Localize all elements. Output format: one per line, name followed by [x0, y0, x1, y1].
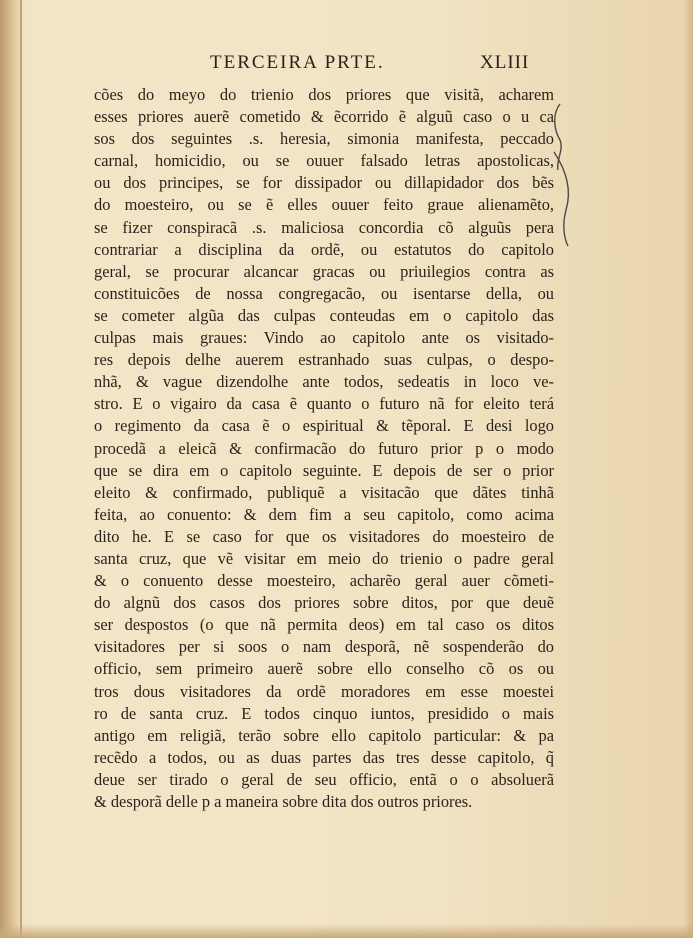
text-line: deue ser tirado o geral de seu officio, entã o o absoluerã: [94, 769, 554, 789]
text-line: santa cruz, que vẽ visitar em meio do trienio o padre geral: [94, 548, 554, 568]
text-line: & desporã delle p a maneira sobre dita dos outros priores.: [94, 792, 473, 811]
text-line: recẽdo a todos, ou as duas partes das tres desse capitolo, q̃: [94, 747, 554, 767]
page-right-edge: [683, 0, 693, 938]
margin-pencil-marks: [546, 100, 586, 250]
text-line: se fizer conspiracã .s. maliciosa concordia cõ alguũs pera: [94, 217, 554, 237]
gutter-line: [20, 0, 22, 938]
text-line: visitadores per si soos o nam desporã, nẽ sospenderão do: [94, 637, 554, 657]
text-line: ou dos principes, se for dissipador ou dillapidador dos bẽs: [94, 173, 554, 193]
text-line: se cometer algũa das culpas conteudas em o capitolo das: [94, 305, 554, 325]
text-line: res depois delhe auerem estranhado suas culpas, o despo-: [94, 350, 554, 370]
text-line: officio, sem primeiro auerẽ sobre ello conselho cõ os ou: [94, 659, 554, 679]
text-line: eleito & confirmado, publiquẽ a visitacão que dãtes tinhã: [94, 482, 554, 502]
text-line: procedã a eleicã & confirmacão do futuro prior p o modo: [94, 438, 554, 458]
section-title: TERCEIRA PRTE.: [210, 52, 385, 73]
text-line: ro de santa cruz. E todos cinquo iuntos, presidido o mais: [94, 703, 554, 723]
text-line: carnal, homicidio, ou se ouuer falsado letras apostolicas,: [94, 151, 554, 171]
text-line: dito he. E se caso for que os visitadores do moesteiro de: [94, 526, 554, 546]
text-line: sos dos seguintes .s. heresia, simonia manifesta, peccado: [94, 129, 554, 149]
text-line: culpas mais graues: Vindo ao capitolo ante os visitado-: [94, 328, 554, 348]
text-line: stro. E o vigairo da casa ẽ quanto o futuro nã for eleito terá: [94, 394, 554, 414]
text-line: antigo em religiã, terão sobre ello capitolo particular: & pa: [94, 725, 554, 745]
text-line: do algnũ dos casos dos priores sobre ditos, por que deuẽ: [94, 593, 554, 613]
text-line: do moesteiro, ou se ẽ elles ouuer feito graue alienamẽto,: [94, 195, 554, 215]
folio-number: XLIII: [480, 52, 530, 73]
text-line: esses priores auerẽ cometido & ẽcorrido ẽ alguũ caso o u ca: [94, 107, 554, 127]
text-line: feita, ao conuento: & dem fim a seu capitolo, como acima: [94, 504, 554, 524]
text-line: que se dira em o capitolo seguinte. E depois de ser o prior: [94, 460, 554, 480]
text-line: o regimento da casa ẽ o espiritual & tẽporal. E desi logo: [94, 416, 554, 436]
text-line: constituicões de nossa congregacão, ou isentarse della, ou: [94, 283, 554, 303]
text-line: cões do meyo do trienio dos priores que visitã, acharem: [94, 85, 554, 104]
text-line: & o conuento desse moesteiro, acharẽo geral auer cõmeti-: [94, 571, 554, 591]
text-line: geral, se procurar alcancar gracas ou priuilegios contra as: [94, 261, 554, 281]
text-line: nhã, & vague dizendolhe ante todos, sedeatis in loco ve-: [94, 372, 554, 392]
text-line: contrariar a disciplina da ordẽ, ou estatutos do capitolo: [94, 239, 554, 259]
body-text: [94, 84, 554, 813]
running-head: [210, 52, 540, 82]
binding-shadow: [0, 0, 22, 938]
text-line: ser despostos (o que nã permita deos) em tal caso os ditos: [94, 615, 554, 635]
text-line: tros dous visitadores da ordẽ moradores em esse moestei: [94, 681, 554, 701]
page-bottom-edge: [0, 924, 693, 938]
